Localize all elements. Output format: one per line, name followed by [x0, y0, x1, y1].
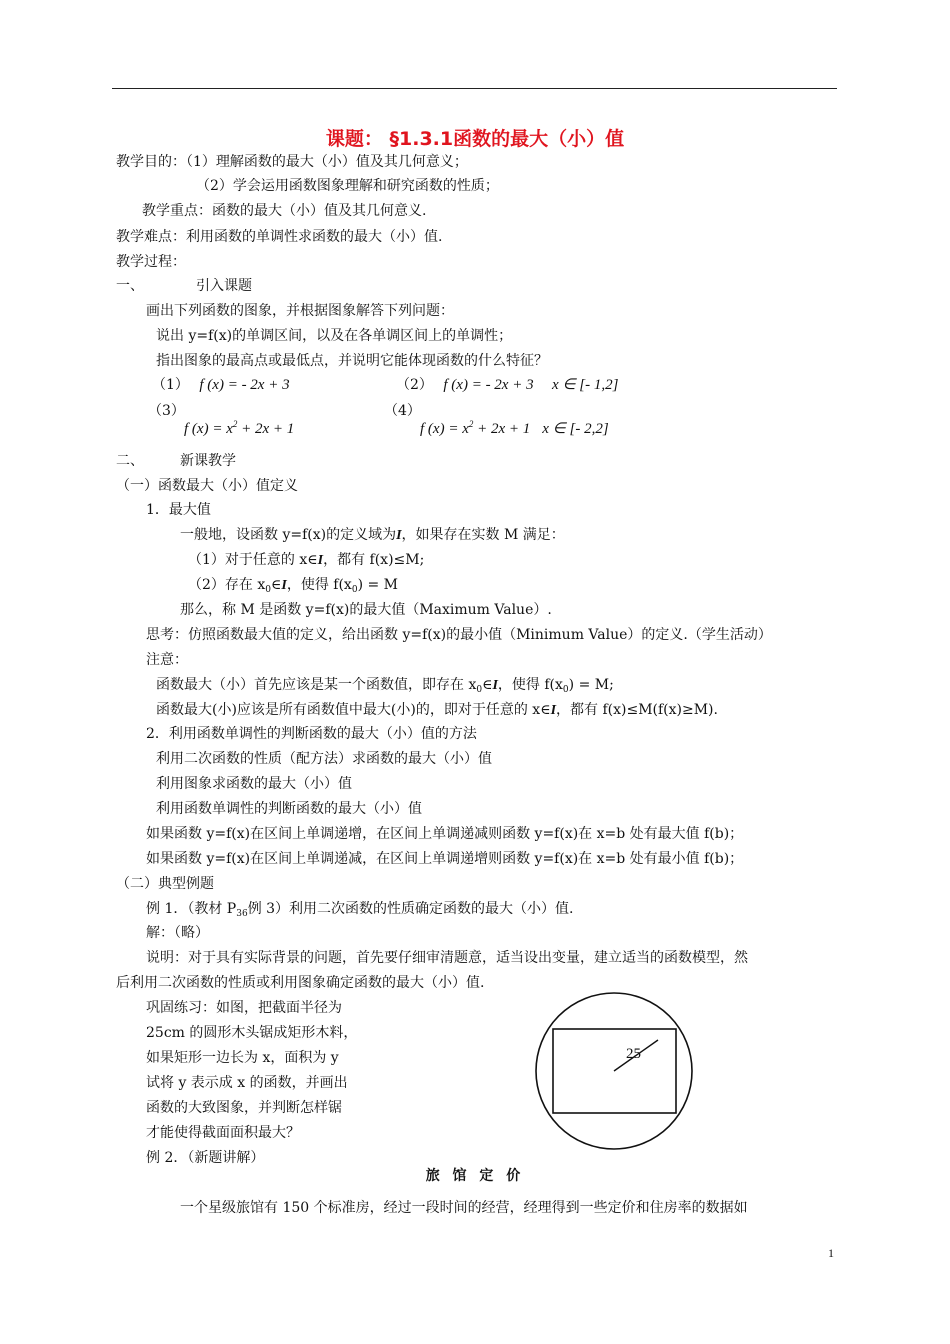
function-4-part-a: f (x) = x	[420, 421, 469, 437]
max-conclusion: 那么，称 M 是函数 y=f(x)的最大值（Maximum Value）.	[180, 602, 552, 618]
n1-text-d: ) = M;	[568, 677, 614, 693]
section-1-heading: 引入课题	[196, 278, 252, 294]
n1-subscript-2: 0	[562, 685, 569, 695]
function-4-exponent: 2	[468, 419, 474, 429]
n2-text-a: 函数最大(小)应该是所有函数值中最大(小)的，即对于任意的 x∈	[156, 702, 551, 718]
function-4-label: （4）	[384, 403, 421, 419]
function-2-label: （2）	[396, 377, 433, 393]
max-heading: 1．最大值	[146, 502, 211, 518]
n2-domain-symbol: I	[550, 703, 557, 718]
c2-domain-symbol: I	[281, 578, 287, 593]
function-4-domain: x ∈ [- 2,2]	[542, 421, 609, 437]
part-1-heading: （一）函数最大（小）值定义	[116, 478, 298, 494]
n1-text-c: ，使得 f(x	[497, 677, 563, 693]
function-1-label: （1）	[152, 377, 189, 393]
question-2: 指出图象的最高点或最低点，并说明它能体现函数的什么特征？	[156, 353, 548, 369]
practice-line-6: 才能使得截面面积最大？	[146, 1125, 300, 1141]
example-1	[146, 900, 574, 923]
method-4: 如果函数 y=f(x)在区间上单调递增，在区间上单调递减则函数 y=f(x)在 x=b 处有最大值 f(b)；	[146, 826, 744, 842]
method-2: 利用图象求函数的最大（小）值	[156, 776, 352, 792]
practice-line-1: 巩固练习：如图，把截面半径为	[146, 1000, 342, 1016]
radius-label: 25	[626, 1046, 641, 1062]
c2-text-d: ) = M	[357, 577, 398, 593]
c2-text-a: （2）存在 x	[188, 577, 266, 593]
function-2-domain: x ∈ [- 1,2]	[552, 377, 619, 393]
note-label: 注意：	[146, 652, 188, 668]
section-1-intro: 画出下列函数的图象，并根据图象解答下列问题：	[146, 303, 454, 319]
circle-rectangle-figure	[530, 984, 714, 1156]
function-3-part-a: f (x) = x	[184, 421, 233, 437]
function-4-part-b: + 2x + 1	[473, 421, 531, 437]
function-1	[152, 376, 290, 394]
ex1-text-b: 例 3）利用二次函数的性质确定函数的最大（小）值.	[247, 901, 574, 917]
c2-subscript-2: 0	[351, 585, 358, 595]
function-2-formula: f (x) = - 2x + 3	[443, 377, 534, 393]
lesson-title: 课题： §1.3.1函数的最大（小）值	[325, 128, 625, 150]
n1-text-b: ∈	[482, 677, 493, 693]
def-text-b: ，如果存在实数 M 满足：	[401, 527, 565, 543]
condition-2	[188, 576, 398, 599]
section-1-number: 一、	[116, 278, 144, 294]
c1-text-a: （1）对于任意的 x∈	[188, 552, 318, 568]
method-1: 利用二次函数的性质（配方法）求函数的最大（小）值	[156, 751, 492, 767]
n2-text-b: ，都有 f(x)≤M(f(x)≥M).	[556, 702, 718, 718]
practice-line-5: 函数的大致图象，并判断怎样锯	[146, 1100, 342, 1116]
function-3-part-b: + 2x + 1	[237, 421, 295, 437]
method-5: 如果函数 y=f(x)在区间上单调递减，在区间上单调递增则函数 y=f(x)在 x=b 处有最小值 f(b)；	[146, 851, 744, 867]
c2-subscript: 0	[265, 585, 271, 595]
practice-line-4: 试将 y 表示成 x 的函数，并画出	[146, 1075, 348, 1091]
think-prompt: 思考：仿照函数最大值的定义，给出函数 y=f(x)的最小值（Minimum Value）的定义.（学生活动）	[146, 627, 772, 643]
part-2-heading: （二）典型例题	[116, 876, 214, 892]
remark-line-2: 后利用二次函数的性质或利用图象确定函数的最大（小）值.	[116, 975, 485, 991]
n1-subscript: 0	[476, 685, 483, 695]
max-definition	[180, 526, 565, 545]
n1-text-a: 函数最大（小）首先应该是某一个函数值，即存在 x	[156, 677, 477, 693]
process-label: 教学过程：	[116, 254, 186, 270]
c1-text-b: ，都有 f(x)≤M;	[323, 552, 425, 568]
function-1-formula: f (x) = - 2x + 3	[199, 377, 290, 393]
method-3: 利用函数单调性的判断函数的最大（小）值	[156, 801, 422, 817]
ex1-text-a: 例 1．（教材 P	[146, 901, 237, 917]
c2-text-b: ∈	[271, 577, 282, 593]
remark-line-1: 说明：对于具有实际背景的问题，首先要仔细审清题意，适当设出变量，建立适当的函数模型，然	[146, 950, 748, 966]
n1-domain-symbol: I	[492, 678, 498, 693]
function-3-label: （3）	[148, 403, 185, 419]
example-2-title: 旅 馆 定 价	[425, 1168, 525, 1184]
note-1	[156, 676, 614, 699]
example-2-text: 一个星级旅馆有 150 个标准房，经过一段时间的经营，经理得到一些定价和住房率的数据如	[180, 1200, 748, 1216]
page-number: 1	[828, 1246, 834, 1260]
function-3-exponent: 2	[232, 419, 238, 429]
goals-line-2: （2）学会运用函数图象理解和研究函数的性质；	[196, 178, 499, 194]
practice-line-3: 如果矩形一边长为 x，面积为 y	[146, 1050, 339, 1066]
practice-line-2: 25cm 的圆形木头锯成矩形木料，	[146, 1025, 358, 1041]
function-2	[396, 376, 618, 394]
example-2: 例 2．（新题讲解）	[146, 1150, 265, 1166]
section-2-number: 二、	[116, 453, 144, 469]
question-1: 说出 y=f(x)的单调区间，以及在各单调区间上的单调性；	[156, 328, 513, 344]
ex1-page-subscript: 36	[236, 909, 248, 919]
key-point: 教学重点：函数的最大（小）值及其几何意义.	[142, 203, 427, 219]
section-2-heading: 新课教学	[180, 453, 236, 469]
note-2	[156, 701, 718, 720]
goals-line-1: 教学目的：（1）理解函数的最大（小）值及其几何意义；	[116, 154, 468, 170]
def-text-a: 一般地，设函数 y=f(x)的定义域为	[180, 527, 397, 543]
def-domain-symbol: I	[396, 528, 402, 543]
function-3-formula	[184, 415, 294, 438]
c2-text-c: ，使得 f(x	[286, 577, 352, 593]
function-4-formula	[420, 415, 609, 438]
difficulty: 教学难点：利用函数的单调性求函数的最大（小）值.	[116, 229, 443, 245]
solution: 解：（略）	[146, 925, 209, 941]
condition-1	[188, 551, 424, 570]
method-heading: 2．利用函数单调性的判断函数的最大（小）值的方法	[146, 726, 477, 742]
header-rule	[112, 88, 837, 89]
c1-domain-symbol: I	[317, 553, 324, 568]
